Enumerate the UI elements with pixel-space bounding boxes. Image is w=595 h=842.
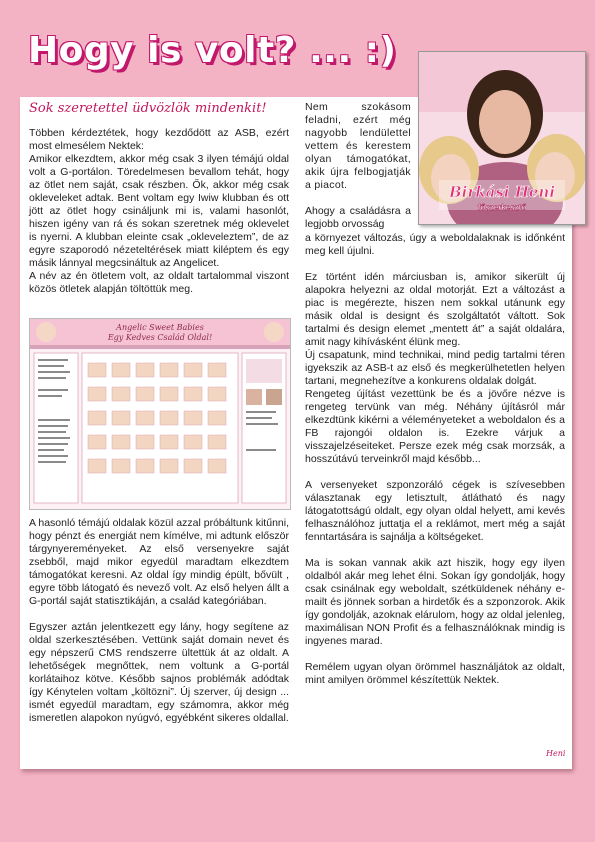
photo-name: Birkási Heni	[448, 183, 556, 201]
closing-paragraph: Remélem ugyan olyan örömmel használjátok az oldalt, mint amilyen örömmel készítettük Nektek.	[305, 661, 565, 686]
greeting: Sok szeretettel üdvözlök mindenkit!	[29, 101, 267, 116]
screenshot-title-2: Egy Kedves Család Oldal!	[107, 333, 213, 342]
photo-role: főszerkesztő	[477, 203, 527, 212]
intro-paragraph: Többen kérdeztétek, hogy kezdődött az ASB, ezért most elmesélem Nektek: Amikor elkezdtem, akkor még csak 3 ilyen témájú oldal volt a G-portálon. Töredelmesen bevallom tehát, hogy az ötlet nem saját, csak részben. Ők, akkor még csak okleveleket adtak. Bent voltam egy Iwiw klubban és ott jött az ötlet hogy csináljunk mi is, valami hasonlót, hiszen igény van rá és sokan szeretnek még oklevelet is nyerni. A klubban eleinte csak „okleveleztem”, de az egyre szaporodó nézeteltérések miatt kiléptem és egy másik lánnyal megcsináltuk az Angelicet. A név az én ötletem volt, az oldalt tartalommal viszont közös ötletek alapján töltöttük meg.	[29, 127, 289, 295]
domain-paragraph: Egyszer aztán jelentkezett egy lány, hogy segítene az oldal szerkesztésében. Vettünk saját domain nevet és egy népszerű CMS rendszerre ültettük át az oldalt. A lehetőségek megnőttek, nem voltunk a G-portál korlátaihoz kötve. Később sajnos problémák adódtak így Kénytelen voltam „költözni”. Új szerver, új design ... ismét egyedül maradtam, egy számomra, akkor még ismeretlen alapokon nyúgvó, egyébként sikeres oldallal.	[29, 621, 289, 724]
left-column-top	[29, 127, 289, 309]
signature: Heni	[546, 749, 566, 758]
page-title: Hogy is volt? ... :)	[28, 30, 397, 71]
nonprofit-paragraph: Ma is sokan vannak akik azt hiszik, hogy egy ilyen oldalból akár meg lehet élni. Sokan így gondolják, hogy csak csinálnak egy weboldalt, szétküldenek néhány e-mailt és jönnek sorban a hirdetők és a szponzorok. Akik így gondolják, azoknak elárulom, hogy az oldal jelenleg, maximálisan NON Profit és a felhasználóknak mindig is ingyenes marad.	[305, 557, 565, 647]
competition-paragraph: A hasonló témájú oldalak közül azzal próbáltunk kitűnni, hogy pénzt és energiát nem kímélve, mi adtunk először tárgynyereményeket. Az első versenyekre saját zsebből, majd mikor egyedül maradtam elkezdtem támogatókat keresni. Az oldal így mindig épült, bővült , egyre több látogató és nevező volt. Az első helyen állt a G-portál saját statisztikáján, a család kategóriában.	[29, 517, 289, 607]
change-paragraph-start: Ahogy a családásra a legjobb orvosság	[305, 205, 411, 230]
right-column	[305, 232, 565, 700]
never-give-up-paragraph: Nem szokásom feladni, ezért még nagyobb lendülettel vettem és kerestem olyan támogatókat, akik újra felbogjatják a piacot.	[305, 101, 411, 191]
screenshot-title-1: Angelic Sweet Babies	[116, 323, 204, 332]
website-screenshot-image	[30, 319, 290, 509]
march-paragraph: Ez történt idén márciusban is, amikor sikerült új alapokra helyezni az oldal motorját. Ezt a változást a piac is megérezte, hiszen nem sokkal utánunk egy másik oldal is designt és szolgáltatót váltott. Sok tartalmi és design elemet „mentett át” a saját oldalára, amit nagy kihívásként élünk meg. Új csapatunk, mind technikai, mind pedig tartalmi téren igyekszik az ASB-t az első és megkerülhetetlen helyen tartani, megnehezítve a konkurens oldalak dolgát. Rengeteg újítást vezettünk be és a jövőre nézve is rengeteg tervünk van még. Néhány újításról már elkezdtünk kikérni a véleményeteket a weboldalon és a FB rajongói oldalon is. Ezekre várjuk a visszajelzéseiteket. Persze ezek még csak morzsák, a hosszútávú terveinkről majd később...	[305, 271, 565, 465]
author-photo-image	[419, 52, 585, 224]
left-column-bottom	[29, 517, 289, 738]
website-screenshot	[29, 318, 291, 510]
change-paragraph-end: a környezet változás, úgy a weboldalaknak is időnként meg kell újulni.	[305, 232, 565, 257]
sponsor-paragraph: A versenyeket szponzoráló cégek is szívesebben választanak egy letisztult, átlátható és nagy látogatottságú oldalt, egy olyan oldal helyett, ami kevés felhasználóhoz juttatja el a reklámot, mert még a saját fenntartására is sajnálja a költségeket.	[305, 479, 565, 543]
right-narrow-column	[305, 101, 411, 231]
author-photo	[418, 51, 586, 225]
